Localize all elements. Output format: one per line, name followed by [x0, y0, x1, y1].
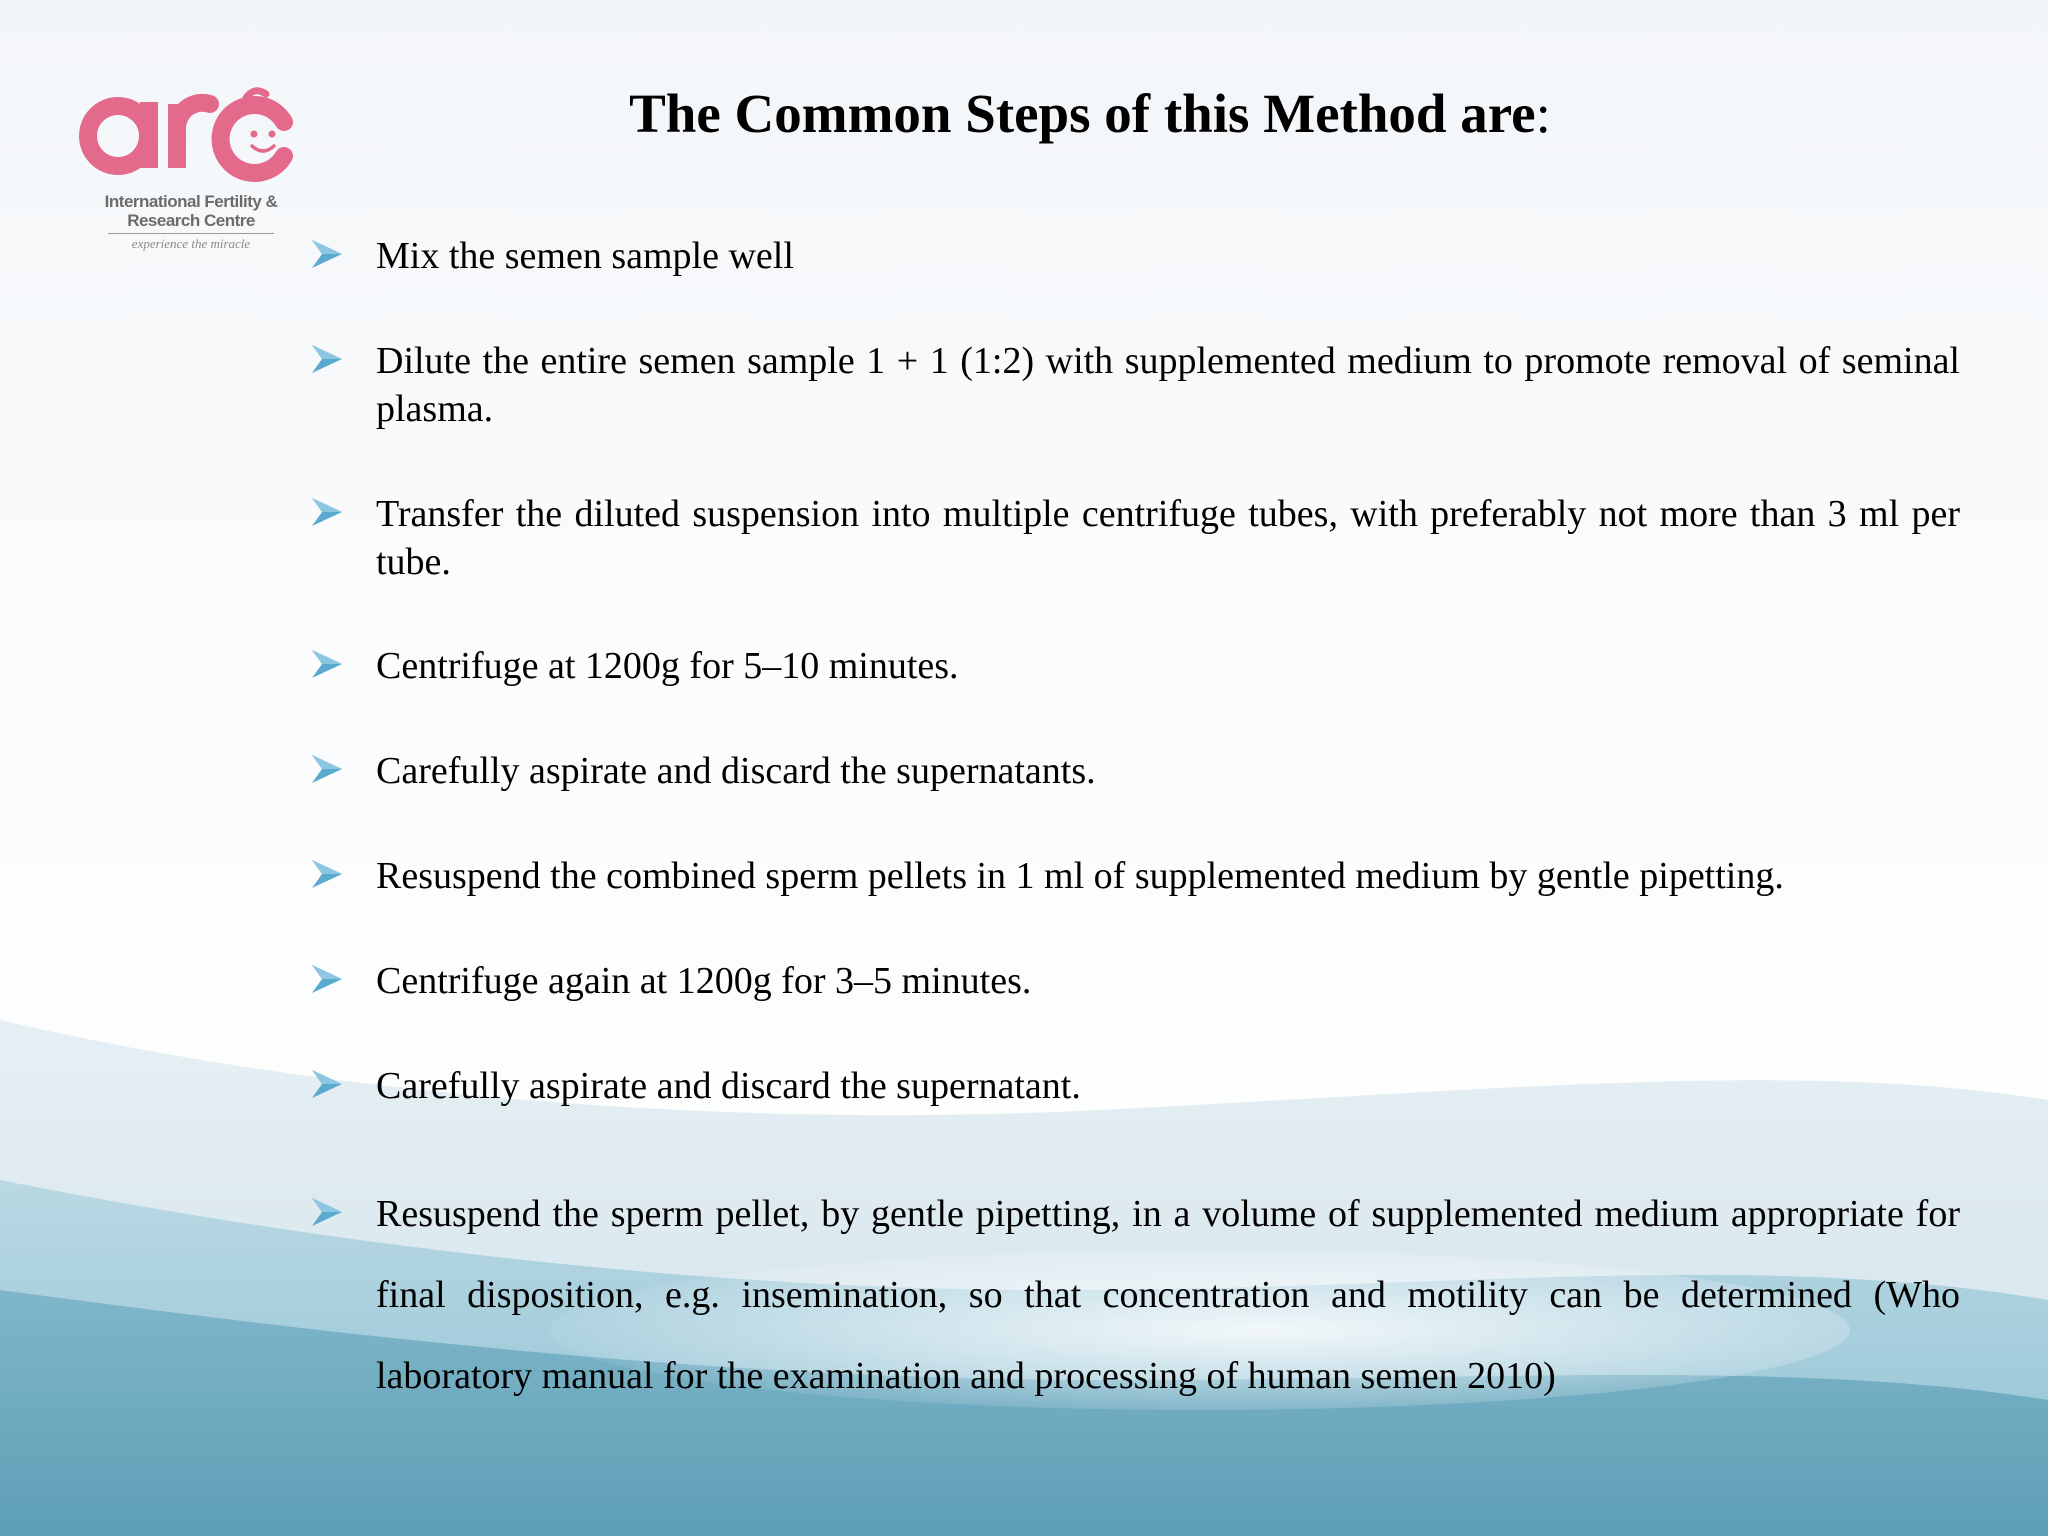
arrow-bullet-icon: [310, 963, 344, 995]
step-text: Mix the semen sample well: [376, 235, 794, 277]
slide-title-colon: :: [1535, 83, 1551, 144]
step-text: Resuspend the combined sperm pellets in 1 ml of supplemented medium by gentle pipetting.: [376, 855, 1784, 897]
arrow-bullet-icon: [310, 1196, 344, 1228]
step-text: Centrifuge again at 1200g for 3–5 minutes.: [376, 960, 1032, 1002]
step-text: Carefully aspirate and discard the supernatant.: [376, 1065, 1081, 1107]
step-text: Carefully aspirate and discard the supernatants.: [376, 750, 1096, 792]
arrow-bullet-icon: [310, 753, 344, 785]
arrow-bullet-icon: [310, 858, 344, 890]
slide-title-text: The Common Steps of this Method are: [629, 83, 1536, 144]
logo-line-1: International Fertility &: [104, 192, 278, 211]
arrow-bullet-icon: [310, 1068, 344, 1100]
arrow-bullet-icon: [310, 343, 344, 375]
step-text: Resuspend the sperm pellet, by gentle pipetting, in a volume of supplemented medium appropriate for final disposition, e.g. insemination, so that concentration and motility can be determined (Who laboratory manual for the examination and processing of human semen 2010): [376, 1193, 1960, 1397]
logo-tagline: experience the miracle: [131, 236, 251, 251]
step-text: Centrifuge at 1200g for 5–10 minutes.: [376, 645, 959, 687]
arrow-bullet-icon: [310, 238, 344, 270]
logo-line-2: Research Centre: [127, 211, 255, 230]
step-text: Transfer the diluted suspension into multiple centrifuge tubes, with preferably not more than 3 ml per tube.: [376, 493, 1960, 583]
step-text: Dilute the entire semen sample 1 + 1 (1:2) with supplemented medium to promote removal of seminal plasma.: [376, 340, 1960, 430]
arrow-bullet-icon: [310, 648, 344, 680]
arrow-bullet-icon: [310, 496, 344, 528]
